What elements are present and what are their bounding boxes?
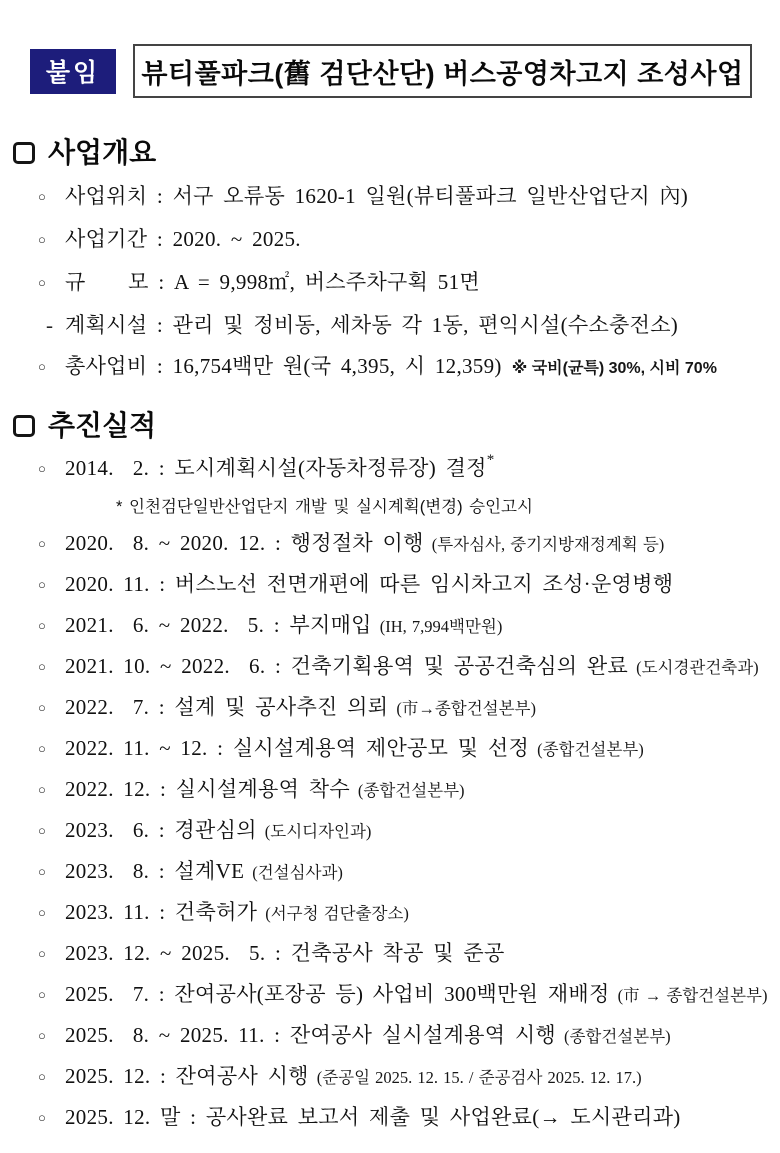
circle-bullet-icon: ○ — [38, 864, 46, 879]
progress-item-text — [65, 449, 495, 488]
progress-item-note: (도시디자인과) — [264, 822, 372, 841]
circle-bullet-icon: ○ — [38, 577, 46, 592]
attachment-badge — [30, 49, 116, 94]
progress-item-text: 2020. 11. : 버스노선 전면개편에 따른 임시차고지 조성·운영병행 — [65, 572, 674, 596]
circle-bullet-icon: ○ — [38, 536, 46, 551]
overview-item — [38, 176, 780, 219]
progress-item — [38, 1098, 780, 1139]
circle-bullet-icon: ○ — [38, 741, 46, 756]
progress-item-text: 2022. 12. : 실시설계용역 착수 — [65, 777, 350, 801]
progress-item — [38, 565, 780, 606]
attachment-badge-label: 붙임 — [45, 59, 101, 87]
progress-item-text: 2025. 7. : 잔여공사(포장공 등) 사업비 300백만원 재배정 — [65, 982, 610, 1006]
progress-item-text: 2023. 12. ~ 2025. 5. : 건축공사 착공 및 준공 — [65, 941, 505, 965]
progress-item — [38, 647, 780, 688]
progress-item — [38, 449, 780, 490]
progress-item-note: (투자심사, 중기지방재정계획 등) — [431, 535, 665, 554]
circle-bullet-icon: ○ — [38, 461, 46, 476]
circle-bullet-icon: ○ — [38, 275, 46, 290]
square-bullet-icon — [13, 415, 35, 437]
section-heading-progress — [13, 409, 780, 443]
circle-bullet-icon: ○ — [38, 782, 46, 797]
progress-item — [38, 524, 780, 565]
progress-item-note: (市 → 종합건설본부) — [617, 986, 768, 1005]
overview-item — [38, 219, 780, 262]
overview-item-text: 사업위치 : 서구 오류동 1620-1 일원(뷰티풀파크 일반산업단지 內) — [65, 184, 689, 208]
circle-bullet-icon: ○ — [38, 1028, 46, 1043]
footnote-asterisk: * — [486, 452, 495, 468]
overview-subitem-text: 계획시설 : 관리 및 정비동, 세차동 각 1동, 편익시설(수소충전소) — [65, 313, 679, 337]
footnote-text: * 인천검단일반산업단지 개발 및 실시계획(변경) 승인고시 — [116, 498, 533, 516]
circle-bullet-icon: ○ — [38, 946, 46, 961]
circle-bullet-icon: ○ — [38, 905, 46, 920]
progress-list — [0, 449, 780, 1139]
progress-item-text: 2025. 8. ~ 2025. 11. : 잔여공사 실시설계용역 시행 — [65, 1023, 556, 1047]
title-box — [133, 44, 752, 98]
progress-item-text: 2025. 12. 말 : 공사완료 보고서 제출 및 사업완료(→ 도시관리과) — [65, 1105, 681, 1129]
progress-item — [38, 934, 780, 975]
progress-item — [38, 852, 780, 893]
progress-item-main: 2014. 2. : 도시계획시설(자동차정류장) 결정 — [65, 456, 487, 480]
progress-item — [38, 811, 780, 852]
circle-bullet-icon: ○ — [38, 823, 46, 838]
overview-subitem — [38, 305, 780, 346]
overview-item-text: 총사업비 : 16,754백만 원(국 4,395, 시 12,359) — [65, 354, 502, 378]
progress-item-note: (종합건설본부) — [564, 1027, 671, 1046]
circle-bullet-icon: ○ — [38, 1110, 46, 1125]
document-header — [30, 44, 752, 98]
square-bullet-icon — [13, 142, 35, 164]
progress-item-note: (종합건설본부) — [357, 781, 465, 800]
circle-bullet-icon: ○ — [38, 659, 46, 674]
progress-item-note: (서구청 검단출장소) — [265, 904, 409, 923]
progress-item-text: 2021. 6. ~ 2022. 5. : 부지매입 — [65, 613, 372, 637]
overview-item-text: 규 모 : A = 9,998㎡, 버스주차구획 51면 — [65, 270, 480, 294]
circle-bullet-icon: ○ — [38, 359, 46, 374]
dash-bullet-icon: - — [46, 313, 53, 337]
progress-item-text: 2023. 11. : 건축허가 — [65, 900, 258, 924]
progress-item-note: (건설심사과) — [252, 863, 343, 882]
circle-bullet-icon: ○ — [38, 1069, 46, 1084]
progress-item-note: (IH, 7,994백만원) — [379, 617, 503, 636]
progress-item-note: (도시경관건축과) — [636, 658, 759, 677]
progress-item-text: 2020. 8. ~ 2020. 12. : 행정절차 이행 — [65, 531, 424, 555]
circle-bullet-icon: ○ — [38, 232, 46, 247]
progress-item-text: 2023. 8. : 설계VE — [65, 859, 245, 883]
overview-item — [38, 346, 780, 389]
section-heading-overview-label: 사업개요 — [48, 137, 157, 168]
progress-item — [38, 1016, 780, 1057]
circle-bullet-icon: ○ — [38, 618, 46, 633]
progress-item-note: (종합건설본부) — [537, 740, 644, 759]
section-heading-overview — [13, 136, 780, 170]
overview-item — [38, 262, 780, 305]
progress-item-note: (준공일 2025. 12. 15. / 준공검사 2025. 12. 17.) — [316, 1068, 642, 1087]
overview-list — [0, 176, 780, 389]
page-title: 뷰티풀파크(舊 검단산단) 버스공영차고지 조성사업 — [141, 58, 744, 89]
progress-item-text: 2022. 11. ~ 12. : 실시설계용역 제안공모 및 선정 — [65, 736, 530, 760]
circle-bullet-icon: ○ — [38, 987, 46, 1002]
circle-bullet-icon: ○ — [38, 700, 46, 715]
progress-item — [38, 975, 780, 1016]
progress-item — [38, 606, 780, 647]
footnote — [38, 490, 780, 524]
progress-item-text: 2021. 10. ~ 2022. 6. : 건축기획용역 및 공공건축심의 완료 — [65, 654, 629, 678]
progress-item — [38, 1057, 780, 1098]
circle-bullet-icon: ○ — [38, 189, 46, 204]
overview-item-text: 사업기간 : 2020. ~ 2025. — [65, 227, 301, 251]
progress-item — [38, 893, 780, 934]
progress-item-text: 2022. 7. : 설계 및 공사추진 의뢰 — [65, 695, 389, 719]
progress-item — [38, 729, 780, 770]
document-page — [0, 44, 780, 1153]
section-heading-progress-label: 추진실적 — [48, 410, 157, 441]
progress-item-text: 2025. 12. : 잔여공사 시행 — [65, 1064, 309, 1088]
progress-item — [38, 770, 780, 811]
overview-item-note: ※ 국비(균특) 30%, 시비 70% — [511, 360, 717, 377]
progress-item-text: 2023. 6. : 경관심의 — [65, 818, 257, 842]
progress-item — [38, 688, 780, 729]
progress-item-note: (市→종합건설본부) — [396, 699, 536, 718]
